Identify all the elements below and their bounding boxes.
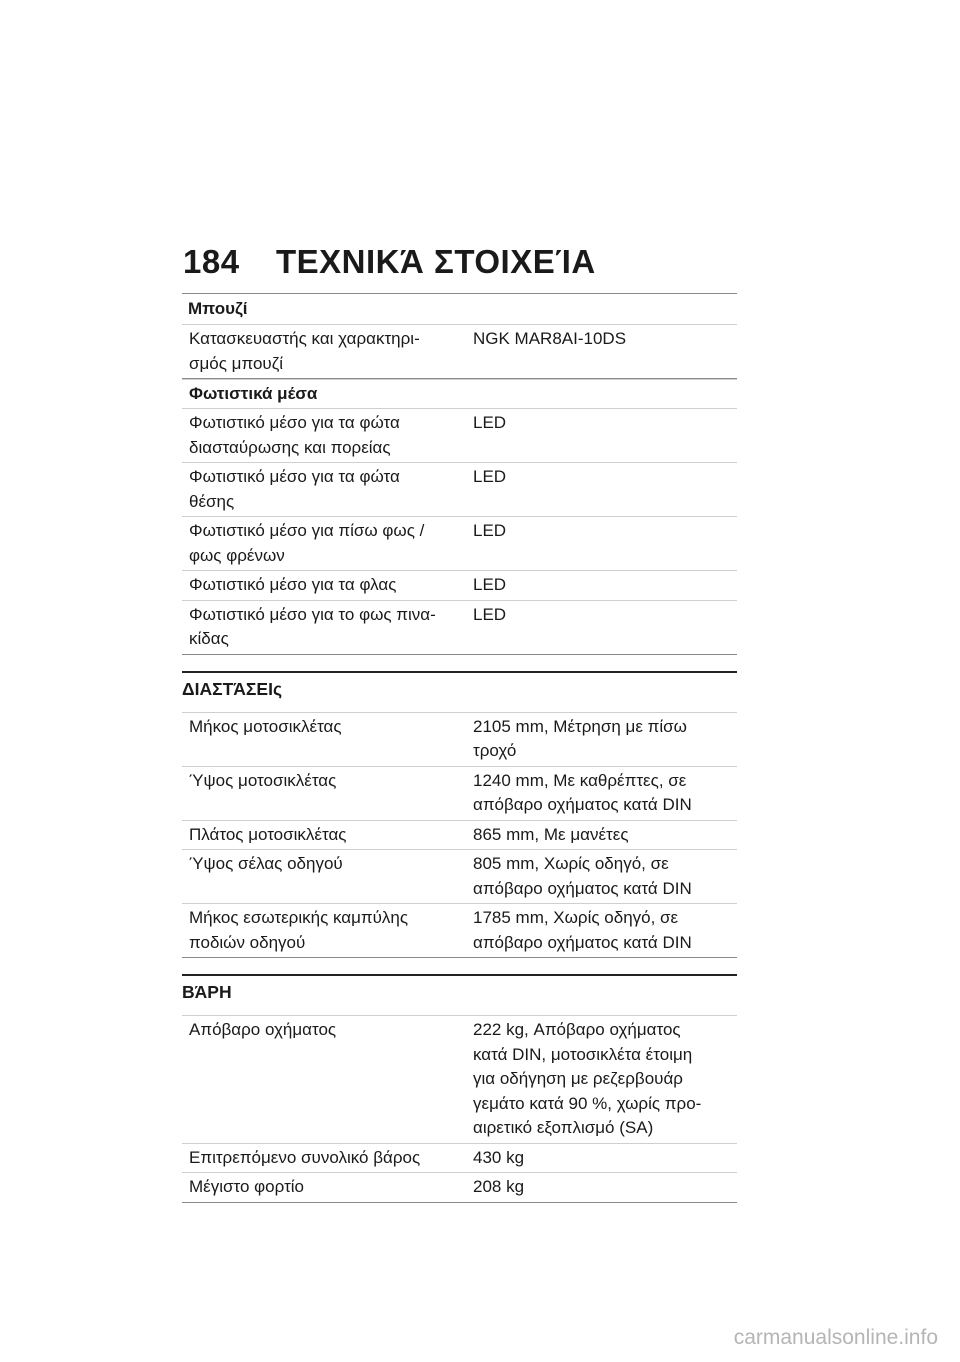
spark-plug-table-body xyxy=(182,325,737,379)
page-number: 184 xyxy=(183,243,240,280)
spec-value: 865 mm, Με μανέτες xyxy=(465,820,737,850)
spec-value: 1240 mm, Με καθρέπτες, σε απόβαρο οχήματος κατά DIN xyxy=(465,766,737,820)
watermark: carmanualsonline.info xyxy=(733,1326,938,1349)
spec-value: 1785 mm, Χωρίς οδηγό, σε απόβαρο οχήματος κατά DIN xyxy=(465,904,737,958)
section-title-lighting: Φωτιστικά μέσα xyxy=(182,379,737,408)
spec-label: Μήκος εσωτερικής καμπύλης ποδιών οδηγού xyxy=(182,904,465,958)
spec-value: LED xyxy=(465,571,737,601)
dimensions-table-body xyxy=(182,712,737,958)
spec-value: 805 mm, Χωρίς οδηγό, σε απόβαρο οχήματος κατά DIN xyxy=(465,850,737,904)
section-title-weights: ΒΆΡΗ xyxy=(182,974,737,1015)
spec-label: Ύψος μοτοσικλέτας xyxy=(182,766,465,820)
spec-row xyxy=(182,463,737,517)
spec-label: Ύψος σέλας οδηγού xyxy=(182,850,465,904)
spec-row xyxy=(182,1173,737,1203)
spec-label: Κατασκευαστής και χαρακτηρι- σμός μπουζί xyxy=(182,325,465,379)
spark-plug-table xyxy=(182,324,737,379)
spec-value: LED xyxy=(465,517,737,571)
spec-row xyxy=(182,850,737,904)
spec-label: Επιτρεπόμενο συνολικό βάρος xyxy=(182,1143,465,1173)
lighting-table xyxy=(182,408,737,655)
spec-row xyxy=(182,1016,737,1144)
spec-value: NGK MAR8AI-10DS xyxy=(465,325,737,379)
weights-table-body xyxy=(182,1016,737,1203)
spec-label: Φωτιστικό μέσο για τα φώτα διασταύρωσης και πορείας xyxy=(182,409,465,463)
spec-value: LED xyxy=(465,409,737,463)
spec-row xyxy=(182,325,737,379)
section-title-dimensions: ΔΙΑΣΤΆΣΕΙς xyxy=(182,671,737,712)
spec-label: Απόβαρο οχήματος xyxy=(182,1016,465,1144)
weights-table xyxy=(182,1015,737,1203)
spec-value: 430 kg xyxy=(465,1143,737,1173)
page-header xyxy=(183,243,596,281)
spec-label: Φωτιστικό μέσο για πίσω φως / φως φρένων xyxy=(182,517,465,571)
page-title: ΤΕΧΝΙΚΆ ΣΤΟΙΧΕΊΑ xyxy=(276,243,596,280)
spec-content xyxy=(182,293,737,1203)
spec-value: 2105 mm, Μέτρηση με πίσω τροχό xyxy=(465,712,737,766)
spec-value: 208 kg xyxy=(465,1173,737,1203)
section-title-spark-plug: Μπουζί xyxy=(182,293,737,324)
spec-value: LED xyxy=(465,600,737,654)
spec-row xyxy=(182,1143,737,1173)
spec-row xyxy=(182,517,737,571)
spec-row xyxy=(182,571,737,601)
spec-row xyxy=(182,904,737,958)
spec-label: Φωτιστικό μέσο για το φως πινα- κίδας xyxy=(182,600,465,654)
spec-label: Φωτιστικό μέσο για τα φώτα θέσης xyxy=(182,463,465,517)
spec-value: 222 kg, Απόβαρο οχήματος κατά DIN, μοτοσικλέτα έτοιμη για οδήγηση με ρεζερβουάρ γεμάτο κατά 90 %, χωρίς προ- αιρετικό εξοπλισμό (SA) xyxy=(465,1016,737,1144)
spec-row xyxy=(182,712,737,766)
spec-row xyxy=(182,820,737,850)
spec-label: Φωτιστικό μέσο για τα φλας xyxy=(182,571,465,601)
spec-label: Μήκος μοτοσικλέτας xyxy=(182,712,465,766)
spec-row xyxy=(182,766,737,820)
spec-row xyxy=(182,600,737,654)
lighting-table-body xyxy=(182,409,737,655)
spec-label: Πλάτος μοτοσικλέτας xyxy=(182,820,465,850)
spec-row xyxy=(182,409,737,463)
spec-value: LED xyxy=(465,463,737,517)
dimensions-table xyxy=(182,712,737,959)
spec-label: Μέγιστο φορτίο xyxy=(182,1173,465,1203)
